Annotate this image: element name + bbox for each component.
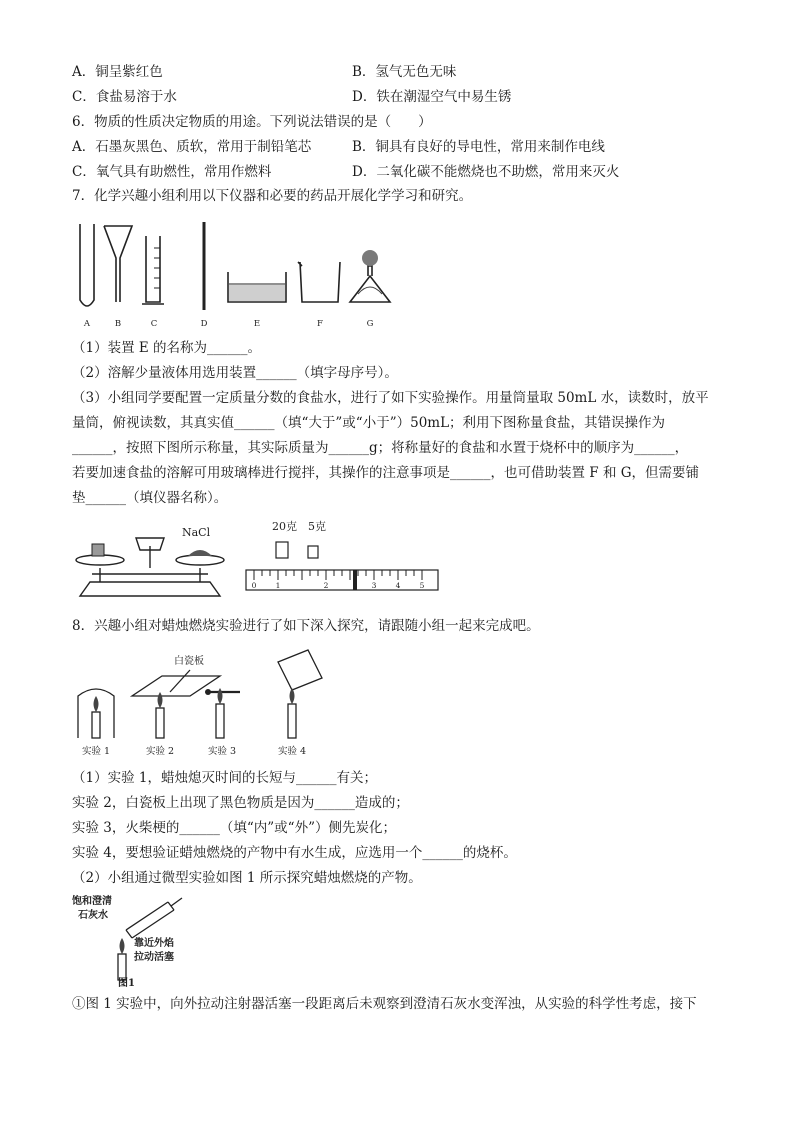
balance-figure xyxy=(70,516,230,602)
apparatus-label-d: D xyxy=(200,319,208,329)
question-7: 7．化学兴趣小组利用以下仪器和必要的药品开展化学学习和研究。 xyxy=(72,188,473,204)
apparatus-figure xyxy=(70,214,410,330)
syringe-icon xyxy=(126,902,174,938)
question-8: 8．兴趣小组对蜡烛燃烧实验进行了如下深入探究，请跟随小组一起来完成吧。 xyxy=(72,618,540,634)
apparatus-label-b: B xyxy=(114,319,122,329)
apparatus-label-c: C xyxy=(150,319,158,329)
weights-label: 20克 5克 xyxy=(272,520,326,533)
q7-part3-line2: 量筒，俯视读数，其真实值______（填“大于”或“小于”）50mL；利用下图称量食盐，其错误操作为 xyxy=(72,415,666,431)
exp4-label: 实验 4 xyxy=(277,746,307,757)
q8-part1-line2: 实验 2，白瓷板上出现了黑色物质是因为______造成的； xyxy=(72,795,409,811)
candle-icon xyxy=(156,708,164,738)
option-d: D．铁在潮湿空气中易生锈 xyxy=(352,89,512,105)
ruler-tick-label: 3 xyxy=(371,581,377,590)
option-b: B．氢气无色无味 xyxy=(352,64,457,80)
option-a: A．铜呈紫红色 xyxy=(72,64,163,80)
option-b: B．铜具有良好的导电性，常用来制作电线 xyxy=(352,139,605,155)
note-pull-plunger: 拉动活塞 xyxy=(134,952,174,963)
beaker-icon xyxy=(298,262,340,302)
plate-label: 白瓷板 xyxy=(174,656,204,667)
cylinder-icon xyxy=(142,236,164,304)
weights-ruler-figure xyxy=(242,516,442,602)
alcohol-lamp-icon xyxy=(350,276,390,302)
q8-part1-line4: 实验 4，要想验证蜡烛燃烧的产物中有水生成，应选用一个______的烧杯。 xyxy=(72,845,517,861)
candle-experiments-figure xyxy=(70,642,330,758)
nacl-label: NaCl xyxy=(182,526,211,539)
q8-part2: （2）小组通过微型实验如图 1 所示探究蜡烛燃烧的产物。 xyxy=(72,870,422,886)
q8-part2-line1: ①图 1 实验中，向外拉动注射器活塞一段距离后未观察到澄清石灰水变浑浊，从实验的科学性考虑，接下 xyxy=(72,996,697,1012)
exp3-label: 实验 3 xyxy=(207,746,237,757)
option-c: C．氧气具有助燃性，常用作燃料 xyxy=(72,164,272,180)
funnel-icon xyxy=(104,226,132,302)
exp1-label: 实验 1 xyxy=(81,746,111,757)
candle-icon xyxy=(216,704,224,738)
figure-1 xyxy=(70,892,200,988)
apparatus-label-e: E xyxy=(253,319,261,329)
option-line xyxy=(72,87,512,107)
lime-water-label: 饱和澄清 xyxy=(72,896,112,907)
candle-icon xyxy=(288,704,296,738)
option-line xyxy=(72,137,605,157)
question-6: 6．物质的性质决定物质的用途。下列说法错误的是（ ） xyxy=(72,114,432,130)
beaker-icon xyxy=(278,650,322,690)
apparatus-label-g: G xyxy=(366,319,374,329)
q8-part1-line3: 实验 3，火柴梗的______（填“内”或“外”）侧先炭化； xyxy=(72,820,396,836)
figure-1-caption: 图1 xyxy=(118,978,135,988)
ruler-tick-label: 4 xyxy=(395,581,401,590)
option-c: C．食盐易溶于水 xyxy=(72,89,177,105)
q7-part1: （1）装置 E 的名称为______。 xyxy=(72,340,262,356)
weight-5g-icon xyxy=(308,546,318,558)
ruler-tick-label: 1 xyxy=(275,581,281,590)
rider-icon xyxy=(353,570,357,590)
option-d: D．二氧化碳不能燃烧也不助燃，常用来灭火 xyxy=(352,164,620,180)
q8-part1-line1: （1）实验 1，蜡烛熄灭时间的长短与______有关； xyxy=(72,770,377,786)
weight-20g-icon xyxy=(276,542,288,558)
note-outer-flame: 靠近外焰 xyxy=(134,938,174,949)
option-line xyxy=(72,162,620,182)
ruler-tick-label: 2 xyxy=(323,581,329,590)
exp2-label: 实验 2 xyxy=(145,746,175,757)
q7-part2: （2）溶解少量液体用选用装置______（填字母序号）。 xyxy=(72,365,398,381)
apparatus-label-a: A xyxy=(83,319,91,329)
lime-water-label-2: 石灰水 xyxy=(78,910,108,921)
option-a: A．石墨灰黑色、质软，常用于制铅笔芯 xyxy=(72,139,312,155)
q7-part3-line1: （3）小组同学要配置一定质量分数的食盐水，进行了如下实验操作。用量筒量取 50mL 水，读数时，放平 xyxy=(72,390,709,406)
ruler-tick-label: 5 xyxy=(419,581,425,590)
apparatus-label-f: F xyxy=(317,319,323,329)
q7-part3-line4: 若要加速食盐的溶解可用玻璃棒进行搅拌，其操作的注意事项是______，也可借助装置 F 和 G，但需要铺 xyxy=(72,465,700,481)
ruler-tick-label: 0 xyxy=(251,581,257,590)
option-line xyxy=(72,62,457,82)
candle-icon xyxy=(118,954,126,980)
q7-part3-line5: 垫______（填仪器名称）。 xyxy=(72,490,228,506)
q7-part3-line3: ______，按照下图所示称量，其实际质量为______g；将称量好的食盐和水置于烧杯中的顺序为______， xyxy=(72,440,689,456)
candle-icon xyxy=(92,712,100,738)
test-tube-icon xyxy=(80,224,94,306)
